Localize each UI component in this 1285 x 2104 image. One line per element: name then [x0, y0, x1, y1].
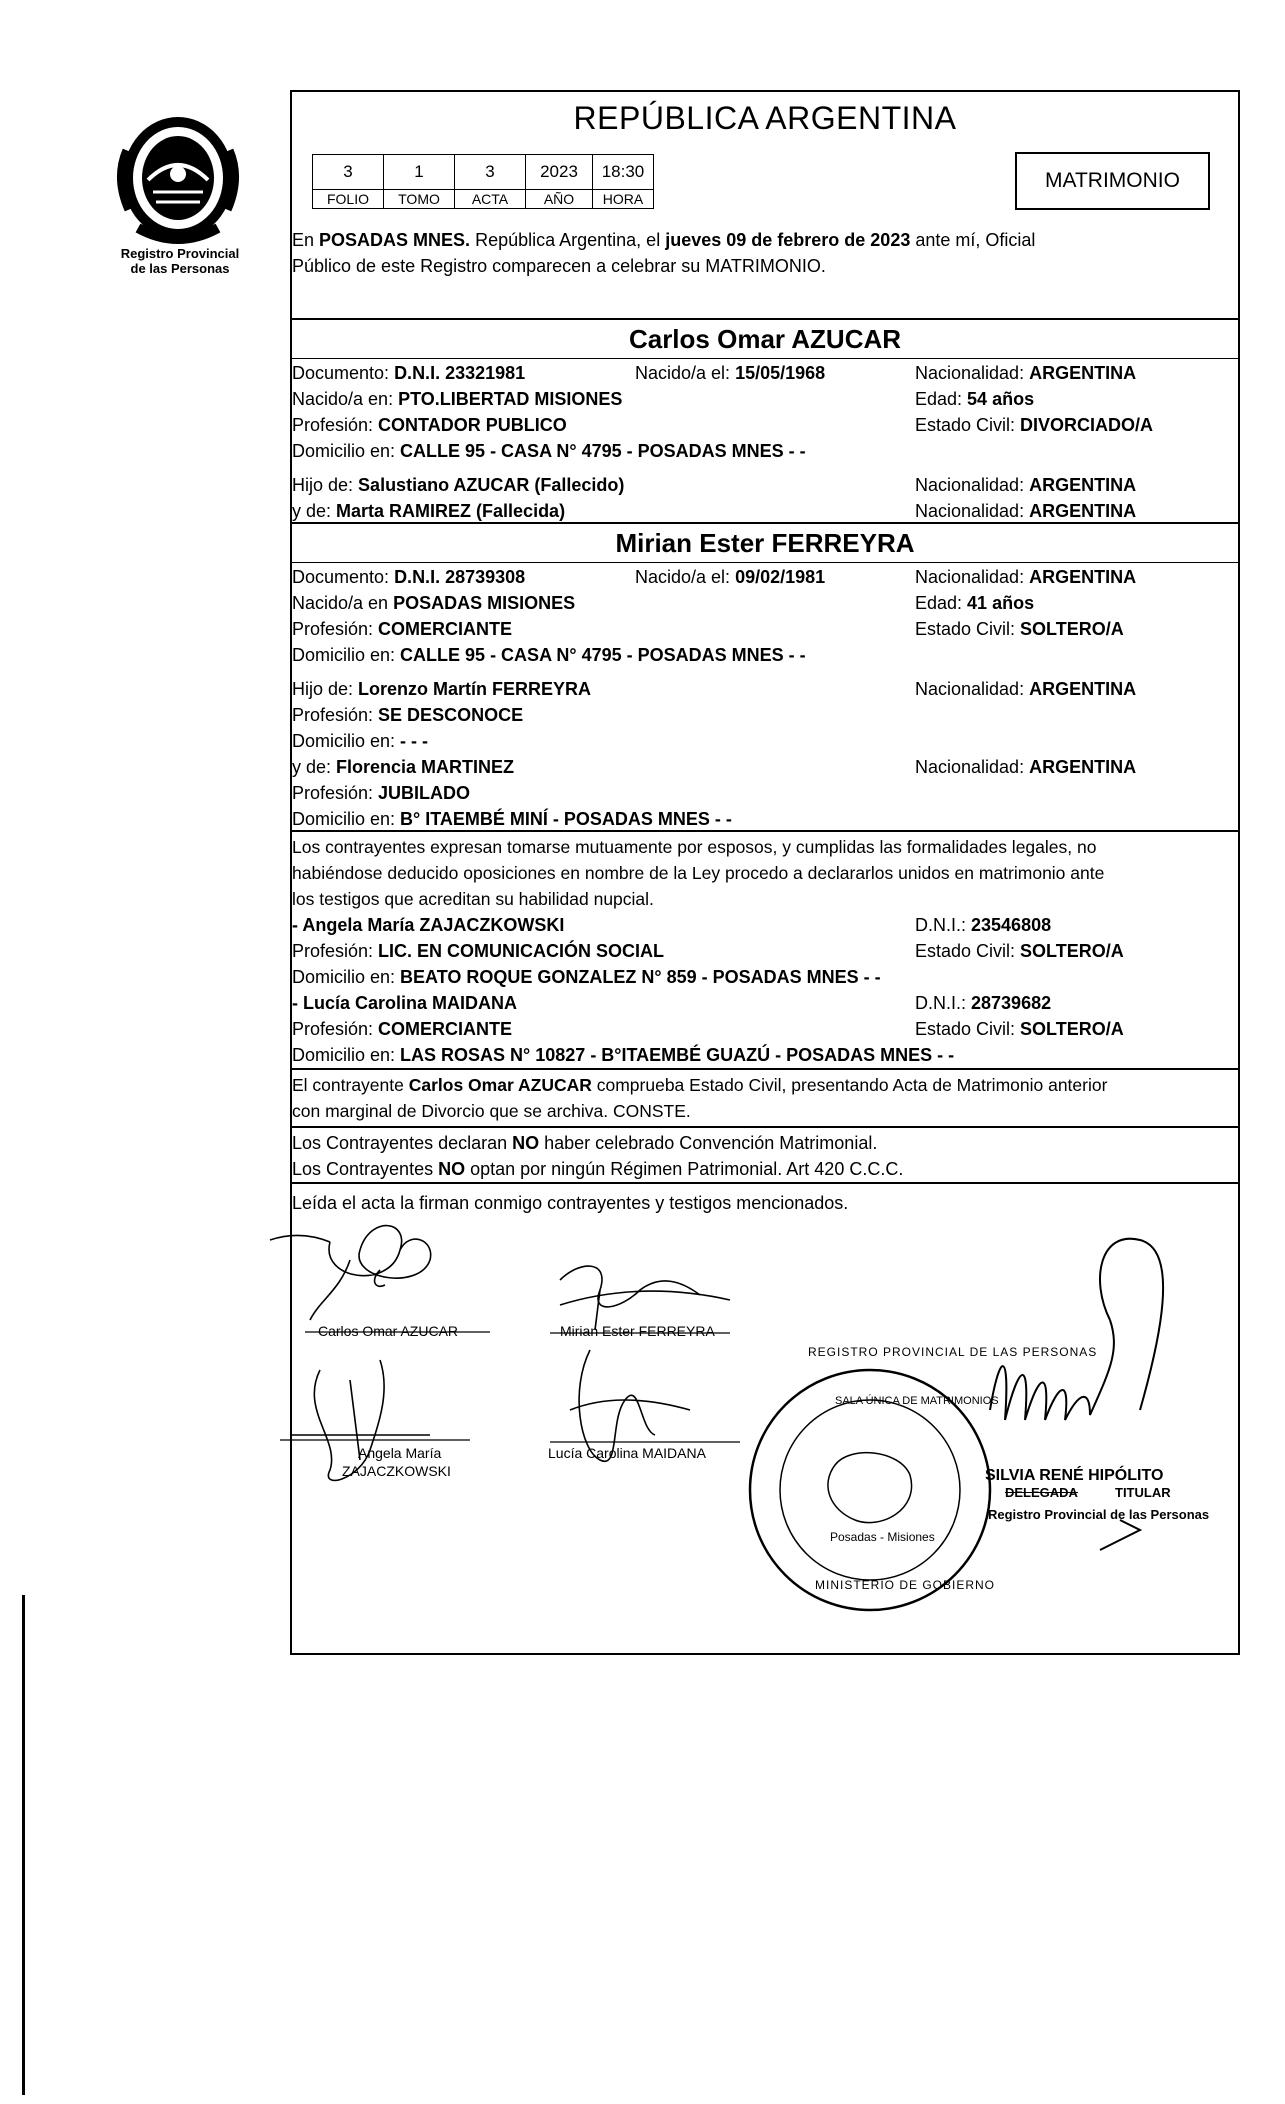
- witness1-dni: D.N.I.: 23546808: [915, 915, 1052, 935]
- signature-label-4: Lucía Carolina MAIDANA: [548, 1445, 706, 1461]
- spouse1-civil-status: Estado Civil: DIVORCIADO/A: [915, 415, 1154, 435]
- stamp-text-city: Posadas - Misiones: [830, 1530, 935, 1544]
- divider: [290, 830, 1240, 832]
- spouse2-father: Hijo de: Lorenzo Martín FERREYRA: [292, 679, 592, 699]
- spouse1-name: Carlos Omar AZUCAR: [628, 324, 902, 354]
- spouse2-name: Mirian Ester FERREYRA: [615, 528, 915, 558]
- declaration-line1: Los contrayentes expresan tomarse mutuamente por esposos, y cumplidas las formalidades legales, no: [292, 837, 1097, 857]
- signature-label-2: Mirian Ester FERREYRA: [560, 1323, 715, 1339]
- divider: [290, 562, 1240, 563]
- logo-caption-line1: Registro Provincial: [120, 246, 240, 261]
- spouse1-mother: y de: Marta RAMIREZ (Fallecida): [292, 501, 566, 521]
- signature-label-3a: Angela María: [358, 1445, 442, 1461]
- divider: [290, 318, 1240, 320]
- logo-caption: [100, 246, 260, 276]
- witness1-name: - Angela María ZAJACZKOWSKI: [292, 915, 565, 935]
- spouse1-document: Documento: D.N.I. 23321981: [292, 363, 526, 383]
- stamp-text-outer: REGISTRO PROVINCIAL DE LAS PERSONAS: [808, 1345, 1098, 1359]
- spouse2-mother-nationality: Nacionalidad: ARGENTINA: [915, 757, 1137, 777]
- spouse2-civil-status: Estado Civil: SOLTERO/A: [915, 619, 1124, 639]
- spouse2-birthdate: Nacido/a el: 09/02/1981: [635, 567, 826, 587]
- spouse2-mother: y de: Florencia MARTINEZ: [292, 757, 515, 777]
- official-role-struck: DELEGADA: [1005, 1485, 1078, 1500]
- official-name: SILVIA RENÉ HIPÓLITO: [985, 1467, 1164, 1484]
- spouse2-age: Edad: 41 años: [915, 593, 1035, 613]
- witness2-dni: D.N.I.: 28739682: [915, 993, 1052, 1013]
- stamp-text-bottom: MINISTERIO DE GOBIERNO: [815, 1578, 996, 1592]
- year-value: 2023: [526, 155, 593, 190]
- divider: [290, 358, 1240, 359]
- convention-line1: Los Contrayentes declaran NO haber celebrado Convención Matrimonial.: [292, 1133, 878, 1153]
- acta-value: 3: [455, 155, 526, 190]
- divider: [290, 1068, 1240, 1070]
- official-office: Registro Provincial de las Personas: [988, 1507, 1210, 1522]
- page-title: REPÚBLICA ARGENTINA: [573, 100, 957, 136]
- spouse1-profession: Profesión: CONTADOR PUBLICO: [292, 415, 567, 435]
- hour-value: 18:30: [593, 155, 654, 190]
- signature-scribble-official: [990, 1239, 1163, 1550]
- spouse2-birthplace: Nacido/a en POSADAS MISIONES: [292, 593, 576, 613]
- folio-value: 3: [313, 155, 384, 190]
- spouse1-mother-nationality: Nacionalidad: ARGENTINA: [915, 501, 1137, 521]
- intro-line1: En POSADAS MNES. República Argentina, el jueves 09 de febrero de 2023 ante mí, Oficial: [292, 230, 1036, 250]
- tomo-label: TOMO: [384, 190, 455, 209]
- spouse1-address: Domicilio en: CALLE 95 - CASA N° 4795 - POSADAS MNES - -: [292, 441, 806, 461]
- record-table: [312, 154, 654, 209]
- divider: [290, 1126, 1240, 1128]
- signature-scribble-1: [270, 1226, 431, 1320]
- signatures-graphic: [260, 1220, 1220, 1650]
- intro-line2: Público de este Registro comparecen a celebrar su MATRIMONIO.: [292, 256, 826, 276]
- witness2-civil-status: Estado Civil: SOLTERO/A: [915, 1019, 1124, 1039]
- declaration-line3: los testigos que acreditan su habilidad nupcial.: [292, 889, 654, 909]
- spouse2-father-address: Domicilio en: - - -: [292, 731, 429, 751]
- divider: [290, 1182, 1240, 1184]
- signature-label-3b: ZAJACZKOWSKI: [342, 1463, 451, 1479]
- spouse1-age: Edad: 54 años: [915, 389, 1035, 409]
- official-role: TITULAR: [1115, 1485, 1171, 1500]
- witness1-civil-status: Estado Civil: SOLTERO/A: [915, 941, 1124, 961]
- divider: [290, 522, 1240, 524]
- note-line2: con marginal de Divorcio que se archiva. CONSTE.: [292, 1101, 691, 1121]
- spouse2-profession: Profesión: COMERCIANTE: [292, 619, 513, 639]
- closing-statement: Leída el acta la firman conmigo contrayentes y testigos mencionados.: [292, 1193, 849, 1213]
- spouse2-father-nationality: Nacionalidad: ARGENTINA: [915, 679, 1137, 699]
- hour-label: HORA: [593, 190, 654, 209]
- declaration-line2: habiéndose deducido oposiciones en nombre de la Ley procedo a declararlos unidos en matrimonio ante: [292, 863, 1105, 883]
- spouse1-nationality: Nacionalidad: ARGENTINA: [915, 363, 1137, 383]
- spouse2-nationality: Nacionalidad: ARGENTINA: [915, 567, 1137, 587]
- spouse2-address: Domicilio en: CALLE 95 - CASA N° 4795 - POSADAS MNES - -: [292, 645, 806, 665]
- note-line1: El contrayente Carlos Omar AZUCAR comprueba Estado Civil, presentando Acta de Matrimonio anterior: [292, 1075, 1108, 1095]
- registry-logo: [108, 110, 248, 245]
- spouse1-birthplace: Nacido/a en: PTO.LIBERTAD MISIONES: [292, 389, 623, 409]
- spouse1-birthdate: Nacido/a el: 15/05/1968: [635, 363, 826, 383]
- year-label: AÑO: [526, 190, 593, 209]
- spouse2-mother-profession: Profesión: JUBILADO: [292, 783, 471, 803]
- document-type-box: MATRIMONIO: [1015, 152, 1210, 210]
- spouse2-document: Documento: D.N.I. 28739308: [292, 567, 526, 587]
- coat-of-arms-icon: [108, 110, 248, 245]
- logo-caption-line2: de las Personas: [130, 261, 230, 276]
- signature-scribble-2: [560, 1266, 730, 1330]
- scan-edge-bar: [22, 1595, 25, 2095]
- folio-label: FOLIO: [313, 190, 384, 209]
- witness1-address: Domicilio en: BEATO ROQUE GONZALEZ N° 859 - POSADAS MNES - -: [292, 967, 881, 987]
- witness2-profession: Profesión: COMERCIANTE: [292, 1019, 513, 1039]
- stamp-text-inner: SALA ÚNICA DE MATRIMONIOS: [835, 1395, 999, 1407]
- spouse1-father-nationality: Nacionalidad: ARGENTINA: [915, 475, 1137, 495]
- signature-label-1: Carlos Omar AZUCAR: [318, 1323, 459, 1339]
- convention-line2: Los Contrayentes NO optan por ningún Régimen Patrimonial. Art 420 C.C.C.: [292, 1159, 904, 1179]
- spouse2-mother-address: Domicilio en: B° ITAEMBÉ MINÍ - POSADAS MNES - -: [292, 809, 732, 829]
- witness2-name: - Lucía Carolina MAIDANA: [292, 993, 518, 1013]
- spouse1-father: Hijo de: Salustiano AZUCAR (Fallecido): [292, 475, 625, 495]
- spouse2-father-profession: Profesión: SE DESCONOCE: [292, 705, 524, 725]
- witness1-profession: Profesión: LIC. EN COMUNICACIÓN SOCIAL: [292, 941, 665, 961]
- acta-label: ACTA: [455, 190, 526, 209]
- tomo-value: 1: [384, 155, 455, 190]
- witness2-address: Domicilio en: LAS ROSAS N° 10827 - B°ITAEMBÉ GUAZÚ - POSADAS MNES - -: [292, 1045, 955, 1065]
